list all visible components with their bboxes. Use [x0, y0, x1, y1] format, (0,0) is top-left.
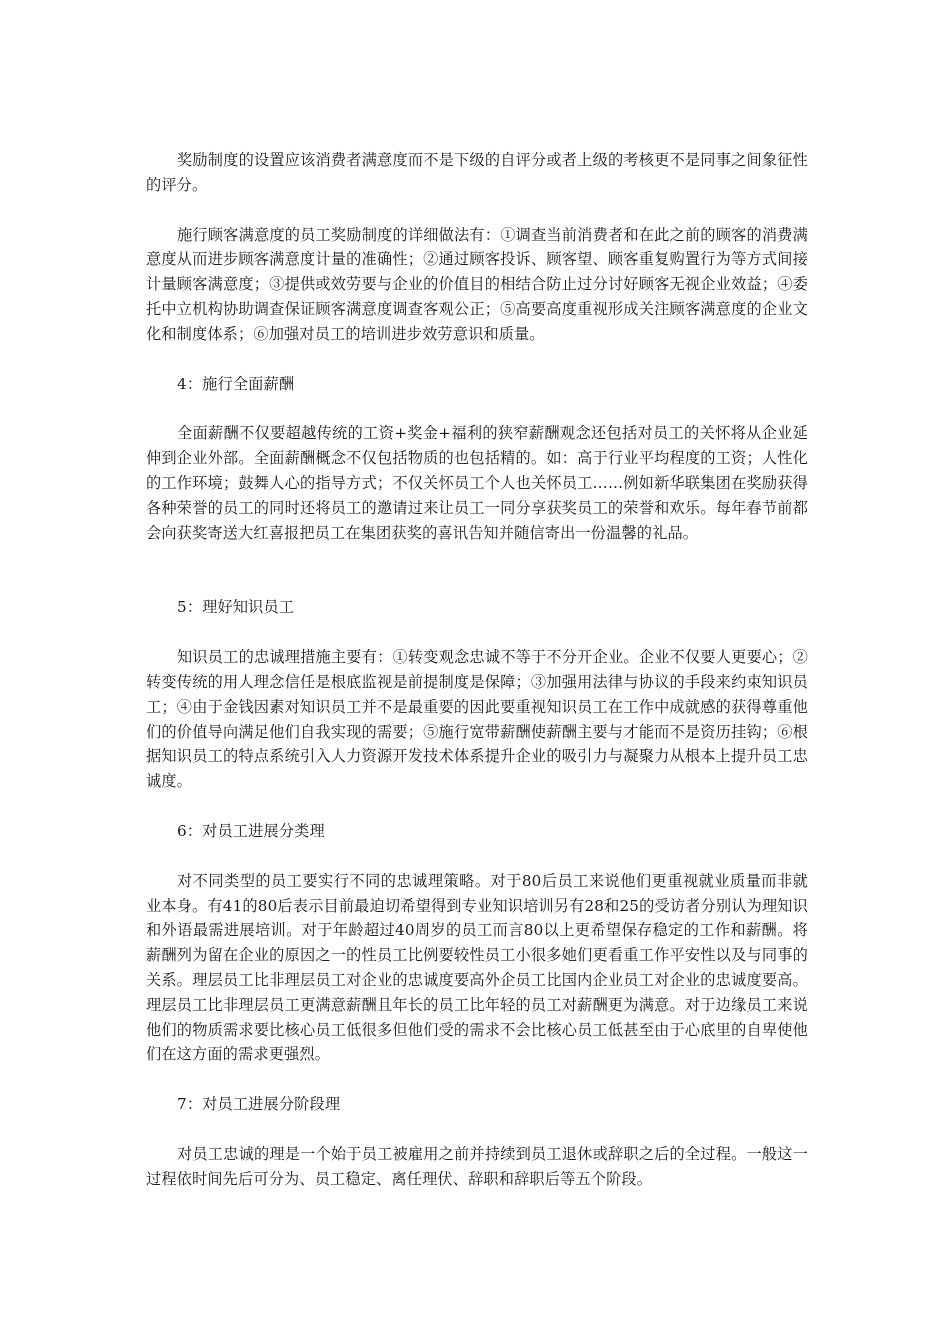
spacer: [146, 1117, 808, 1142]
paragraph-knowledge-workers: 知识员工的忠诚理措施主要有：①转变观念忠诚不等于不分开企业。企业不仅要人更要心；②转变传统的用人理念信任是根底监视是前提制度是保障；③加强用法律与协议的手段来约束知识员工；④由于金钱因素对知识员工并不是最重要的因此要重视知识员工在工作中成就感的获得尊重他们的价值导向满足他们自我实现的需要；⑤施行宽带薪酬使薪酬主要与才能而不是资历挂钩；⑥根据知识员工的特点系统引入人力资源开发技术体系提升企业的吸引力与凝聚力从根本上提升员工忠诚度。: [146, 648, 808, 791]
spacer: [146, 620, 808, 645]
paragraph-reward-basis: 奖励制度的设置应该消费者满意度而不是下级的自评分或者上级的考核更不是同事之间象征性的评分。: [146, 151, 808, 194]
document-page: [146, 148, 808, 1192]
spacer: [146, 396, 808, 421]
section-heading-4: 4：施行全面薪酬: [177, 374, 295, 393]
spacer: [146, 1067, 808, 1092]
paragraph-employee-stages: 对员工忠诚的理是一个始于员工被雇用之前并持续到员工退休或辞职之后的全过程。一般这一过程依时间先后可分为、员工稳定、离任理伏、辞职和辞职后等五个阶段。: [146, 1144, 808, 1188]
spacer: [146, 794, 808, 819]
section-heading-5: 5：理好知识员工: [177, 598, 295, 617]
paragraph-total-compensation: 全面薪酬不仅要超越传统的工资+奖金+福利的狭窄薪酬观念还包括对员工的关怀将从企业延伸到企业外部。全面薪酬概念不仅包括物质的也包括精的。如：高于行业平均程度的工资；人性化的工作环境；鼓舞人心的指导方式；不仅关怀员工个人也关怀员工……例如新华联集团在奖励获得各种荣誉的员工的同时还将员工的邀请过来让员工一同分享获奖员工的荣誉和欢乐。每年春节前都会向获奖寄送大红喜报把员工在集团获奖的喜讯告知并随信寄出一份温馨的礼品。: [146, 424, 808, 542]
paragraph-employee-types: 对不同类型的员工要实行不同的忠诚理策略。对于80后员工来说他们更重视就业质量而非就业本身。有41的80后表示目前最迫切希望得到专业知识培训另有28和25的受访者分别认为理知识和外语最需进展培训。对于年龄超过40周岁的员工而言80以上更希望保存稳定的工作和薪酬。将薪酬列为留在企业的原因之一的性员工比例要较性员工小很多她们更看重工作平安性以及与同事的关系。理层员工比非理层员工对企业的忠诚度要高外企员工比国内企业员工对企业的忠诚度要高。理层员工比非理层员工更满意薪酬且年长的员工比年轻的员工对薪酬更为满意。对于边缘员工来说他们的物质需求要比核心员工低很多但他们受的需求不会比核心员工低甚至由于心底里的自卑使他们在这方面的需求更强烈。: [146, 871, 808, 1064]
spacer: [146, 844, 808, 869]
section-heading-6: 6：对员工进展分类理: [177, 821, 325, 840]
spacer: [146, 545, 808, 595]
spacer: [146, 347, 808, 372]
paragraph-reward-methods: 施行顾客满意度的员工奖励制度的详细做法有：①调查当前消费者和在此之前的顾客的消费满意度从而进步顾客满意度计量的准确性；②通过顾客投诉、顾客望、顾客重复购置行为等方式间接计量顾客满意度；③提供或效劳要与企业的价值目的相结合防止过分讨好顾客无视企业效益；④委托中立机构协助调查保证顾客满意度调查客观公正；⑤高要高度重视形成关注顾客满意度的企业文化和制度体系；⑥加强对员工的培训进步效劳意识和质量。: [146, 225, 808, 343]
section-heading-7: 7：对员工进展分阶段理: [177, 1095, 341, 1114]
spacer: [146, 198, 808, 223]
